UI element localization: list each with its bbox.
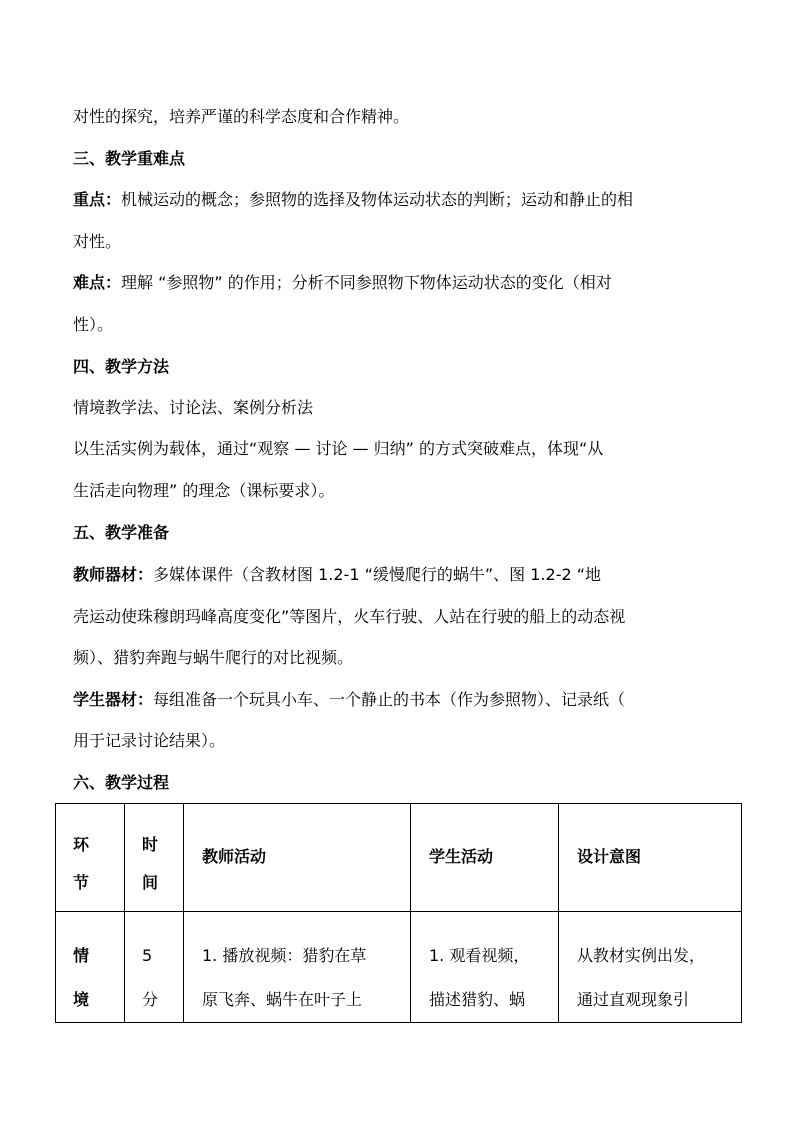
goal-tail: 对性的探究，培养严谨的科学态度和合作精神。 — [73, 107, 410, 126]
key-points-line-1 — [73, 190, 633, 210]
key-points-text: 机械运动的概念；参照物的选择及物体运动状态的判断；运动和静止的相 — [121, 190, 634, 209]
cell-time-value: 5 — [142, 946, 153, 965]
cell-student-activity — [411, 912, 559, 1023]
cell-student-line-2: 描述猎豹、蜗 — [429, 990, 526, 1009]
section-5-heading: 五、教学准备 — [73, 523, 170, 542]
teaching-process-table — [55, 803, 742, 1023]
header-design-intent — [559, 804, 742, 912]
cell-intent-line-1: 从教材实例出发， — [577, 946, 706, 965]
student-materials-label: 学生器材： — [73, 690, 154, 709]
teaching-methods: 情境教学法、讨论法、案例分析法 — [73, 398, 314, 417]
student-materials-text: 每组准备一个玩具小车、一个静止的书本（作为参照物）、记录纸（ — [153, 690, 626, 709]
header-time-char-2: 间 — [142, 873, 159, 892]
cell-teacher-line-2: 原飞奔、蜗牛在叶子上 — [202, 990, 363, 1009]
teacher-materials-label: 教师器材： — [73, 565, 154, 584]
teacher-materials-line-2: 壳运动使珠穆朗玛峰高度变化”等图片，火车行驶、人站在行驶的船上的动态视 — [73, 607, 626, 626]
header-time — [125, 804, 184, 912]
cell-student-line-1: 1. 观看视频， — [429, 946, 530, 965]
student-materials-line-2: 用于记录讨论结果）。 — [73, 731, 226, 750]
cell-stage — [56, 912, 125, 1023]
student-materials-line-1 — [73, 690, 625, 710]
difficult-points-line-1 — [73, 273, 612, 293]
cell-teacher-line-1: 1. 播放视频：猎豹在草 — [202, 946, 367, 965]
table-header-row — [56, 804, 742, 912]
header-student-activity-label: 学生活动 — [429, 847, 494, 866]
header-design-intent-label: 设计意图 — [577, 847, 642, 866]
table-row — [56, 912, 742, 1023]
difficult-points-line-2: 性）。 — [73, 315, 114, 334]
key-points-line-2: 对性。 — [73, 232, 122, 251]
cell-teacher-activity — [184, 912, 411, 1023]
header-teacher-activity — [184, 804, 411, 912]
cell-design-intent — [559, 912, 742, 1023]
header-stage-char-2: 节 — [73, 873, 90, 892]
section-6-heading: 六、教学过程 — [73, 773, 170, 792]
section-3-heading: 三、教学重难点 — [73, 149, 186, 168]
key-points-label: 重点： — [73, 190, 122, 209]
header-stage-char-1: 环 — [73, 835, 90, 854]
cell-time-unit: 分 — [142, 990, 159, 1009]
section-4-heading: 四、教学方法 — [73, 357, 170, 376]
header-time-char-1: 时 — [142, 835, 159, 854]
cell-stage-char-1: 情 — [73, 946, 90, 965]
method-description-line-1: 以生活实例为载体，通过“观察 — 讨论 — 归纳” 的方式突破难点，体现“从 — [73, 439, 604, 458]
method-description-line-2: 生活走向物理” 的理念（课标要求）。 — [73, 481, 335, 500]
teacher-materials-line-1 — [73, 565, 601, 585]
header-student-activity — [411, 804, 559, 912]
header-teacher-activity-label: 教师活动 — [202, 847, 267, 866]
header-stage — [56, 804, 125, 912]
cell-time — [125, 912, 184, 1023]
cell-intent-line-2: 通过直观现象引 — [577, 990, 690, 1009]
cell-stage-char-2: 境 — [73, 990, 90, 1009]
difficult-points-text: 理解 “参照物” 的作用；分析不同参照物下物体运动状态的变化（相对 — [121, 273, 612, 292]
teacher-materials-line-3: 频）、猎豹奔跑与蜗牛爬行的对比视频。 — [73, 648, 354, 667]
difficult-points-label: 难点： — [73, 273, 122, 292]
teacher-materials-text: 多媒体课件（含教材图 1.2-1 “缓慢爬行的蜗牛”、图 1.2-2 “地 — [153, 565, 602, 584]
